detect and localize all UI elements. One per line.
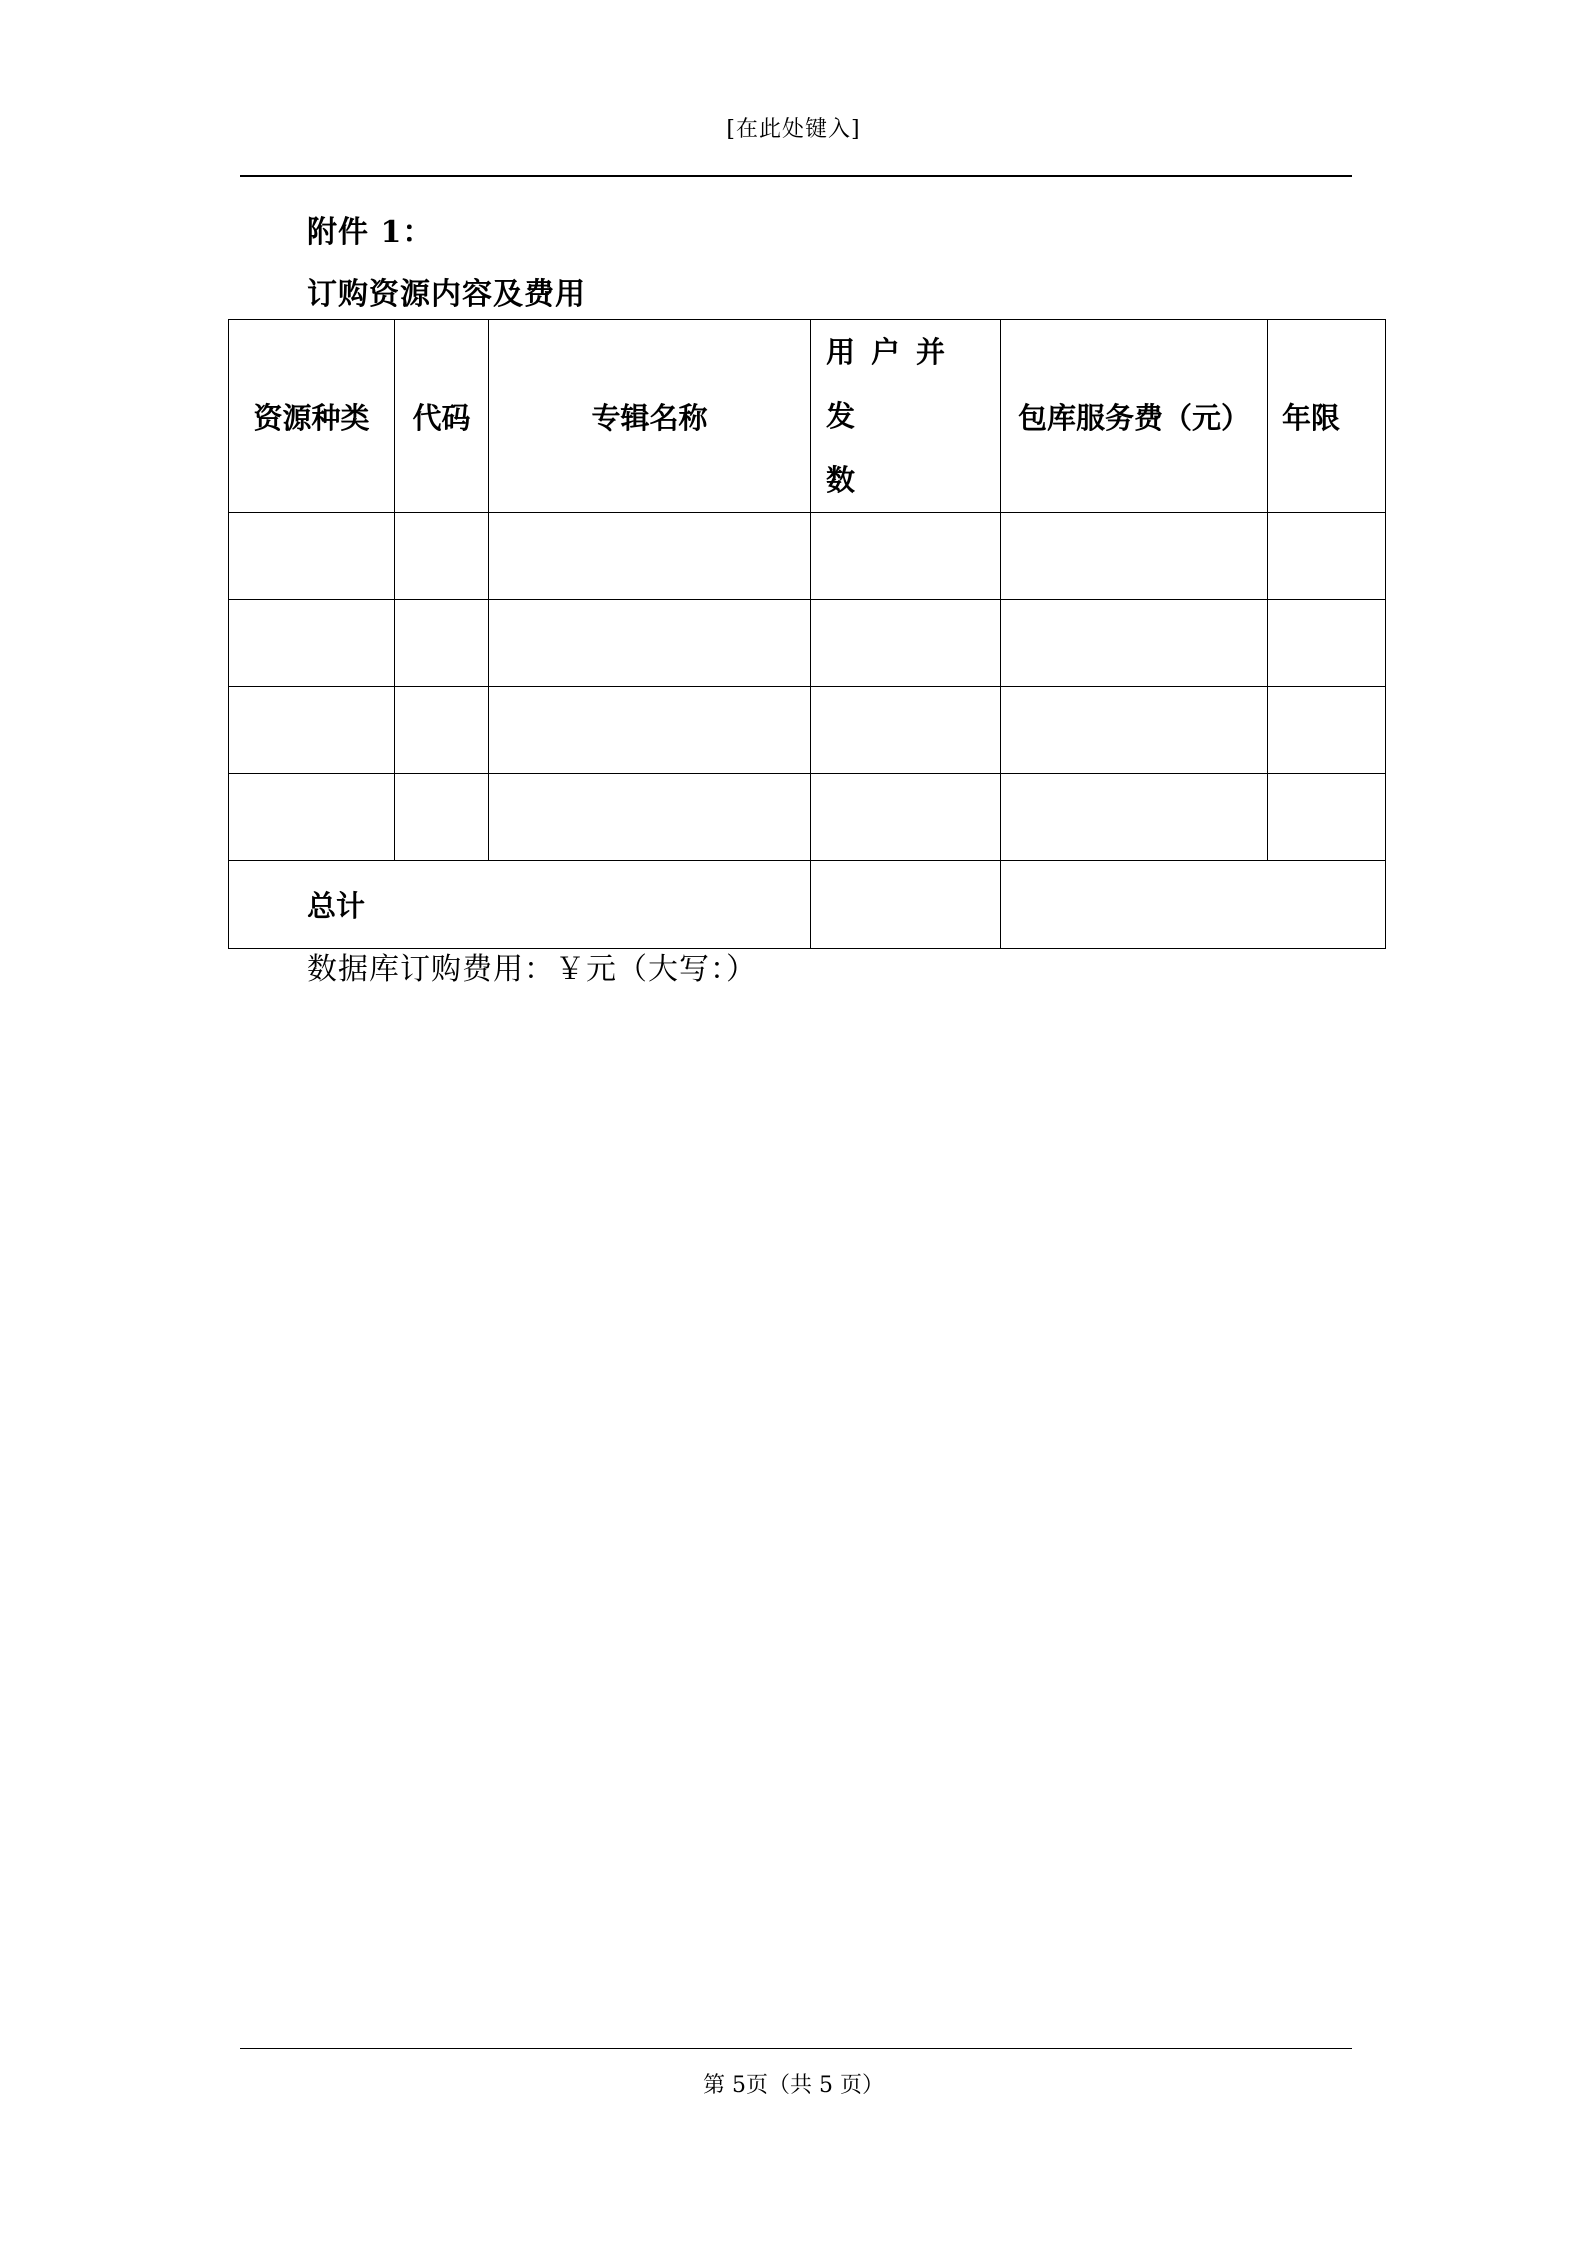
table-cell[interactable] bbox=[1268, 600, 1386, 687]
order-cost-summary: 数据库订购费用：￥元（大写：） bbox=[307, 952, 757, 987]
table-cell[interactable] bbox=[811, 600, 1001, 687]
header-concurrent-users bbox=[811, 320, 1001, 513]
table-cell[interactable] bbox=[1001, 687, 1268, 774]
header-divider bbox=[240, 175, 1352, 177]
attachment-label: 附件 1： bbox=[307, 215, 434, 250]
table-cell[interactable] bbox=[811, 774, 1001, 861]
order-table bbox=[228, 319, 1386, 949]
table-cell[interactable] bbox=[229, 774, 395, 861]
table-cell[interactable] bbox=[489, 687, 811, 774]
table-cell[interactable] bbox=[395, 600, 489, 687]
table-row bbox=[229, 687, 1386, 774]
table-cell[interactable] bbox=[229, 600, 395, 687]
table-cell[interactable] bbox=[1268, 774, 1386, 861]
header-code: 代码 bbox=[395, 320, 489, 513]
table-cell[interactable] bbox=[395, 513, 489, 600]
table-cell[interactable] bbox=[489, 513, 811, 600]
header-resource-type: 资源种类 bbox=[229, 320, 395, 513]
table-cell[interactable] bbox=[489, 774, 811, 861]
table-row bbox=[229, 513, 1386, 600]
table-row bbox=[229, 774, 1386, 861]
table-cell[interactable] bbox=[395, 687, 489, 774]
table-cell[interactable] bbox=[489, 600, 811, 687]
table-total-row bbox=[229, 861, 1386, 949]
table-cell[interactable] bbox=[1268, 687, 1386, 774]
table-cell[interactable] bbox=[395, 774, 489, 861]
page-number: 第 5页（共 5 页） bbox=[703, 2073, 884, 2098]
table-cell[interactable] bbox=[229, 513, 395, 600]
section-title: 订购资源内容及费用 bbox=[307, 277, 586, 312]
total-label: 总计 bbox=[229, 861, 811, 949]
total-fee-cell[interactable] bbox=[1001, 861, 1386, 949]
header-years: 年限 bbox=[1268, 320, 1386, 513]
page-header: [在此处键入] bbox=[726, 117, 861, 142]
header-album-name: 专辑名称 bbox=[489, 320, 811, 513]
table-cell[interactable] bbox=[811, 513, 1001, 600]
table-cell[interactable] bbox=[1001, 600, 1268, 687]
table-cell[interactable] bbox=[1001, 774, 1268, 861]
header-concurrent-users-line1: 用户并发 bbox=[826, 335, 962, 433]
total-users-cell[interactable] bbox=[811, 861, 1001, 949]
table-row bbox=[229, 600, 1386, 687]
header-service-fee: 包库服务费（元） bbox=[1001, 320, 1268, 513]
footer-divider bbox=[240, 2048, 1352, 2049]
table-cell[interactable] bbox=[229, 687, 395, 774]
table-header-row bbox=[229, 320, 1386, 513]
table-cell[interactable] bbox=[1001, 513, 1268, 600]
header-concurrent-users-line2: 数 bbox=[826, 463, 856, 497]
table-cell[interactable] bbox=[1268, 513, 1386, 600]
table-cell[interactable] bbox=[811, 687, 1001, 774]
